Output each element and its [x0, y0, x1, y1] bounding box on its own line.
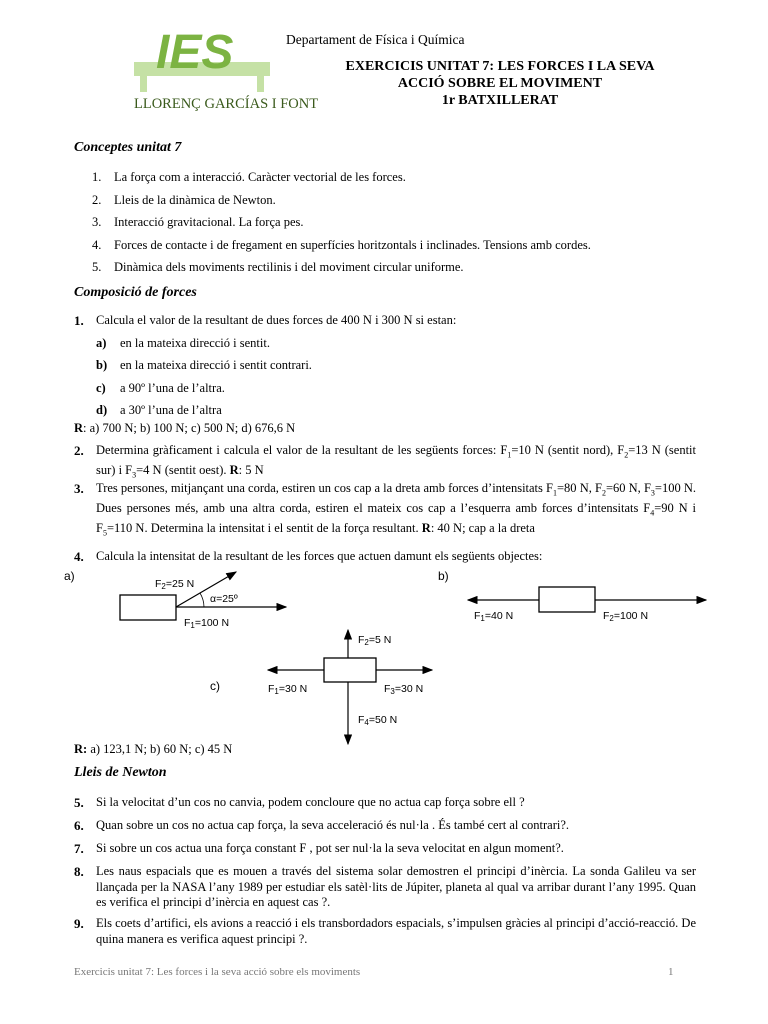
question-7: 7. Si sobre un cos actua una força constant F , pot ser nul·la la seva velocitat en algun moment?.: [74, 841, 564, 856]
diagram-b-f1-label: F1=40 N: [474, 610, 514, 623]
list-item: c) a 90º l’una de l’altra.: [96, 380, 225, 395]
question-4: 4. Calcula la intensitat de la resultant de les forces que actuen damunt els següents objectes:: [74, 549, 543, 564]
diagram-b-f2-label: F2=100 N: [603, 610, 649, 623]
question-1-answer: R: a) 700 N; b) 100 N; c) 500 N; d) 676,6 N: [74, 421, 296, 435]
force-diagrams: [64, 568, 744, 746]
section-composition: Composició de forces: [74, 285, 197, 300]
diagram-a-box: [120, 595, 176, 620]
list-item: 2. Lleis de la dinàmica de Newton.: [92, 192, 276, 207]
diagram-a-label: a): [64, 569, 75, 583]
question-9: 9. Els coets d’artifici, els avions a reacció i els transbordadors espacials, s’impulsen gràcies al principi d’acció-reacció. De quina manera es verifica aquest principi ?.: [74, 916, 696, 946]
diagram-a-f2-label: F2=25 N: [155, 578, 195, 591]
list-item: b) en la mateixa direcció i sentit contrari.: [96, 358, 312, 373]
question-4-answer: R: a) 123,1 N; b) 60 N; c) 45 N: [74, 742, 233, 756]
diagram-b-label: b): [438, 569, 449, 583]
list-item: 5. Dinàmica dels moviments rectilinis i del moviment circular uniforme.: [92, 260, 464, 275]
question-2: 2. Determina gràficament i calcula el valor de la resultant de les següents forces: $F_1=10$ N (sentit nord), $F_2=13$ N (sentit sur) i $F_3=4$ N (sentit oest). R: 5 N: [74, 443, 696, 480]
diagram-b-box: [539, 587, 595, 612]
section-concepts: Conceptes unitat 7: [74, 140, 182, 155]
logo-main-text: IES: [156, 26, 234, 79]
page-number: 1: [668, 966, 674, 978]
list-item: a) en la mateixa direcció i sentit.: [96, 336, 270, 350]
diagram-a-f1-label: F1=100 N: [184, 617, 230, 630]
diagram-c-f4-label: F4=50 N: [358, 714, 398, 727]
page-footer: Exercicis unitat 7: Les forces i la seva acció sobre els moviments: [74, 966, 361, 978]
diagram-a-angle-arc: [200, 593, 204, 607]
diagram-c-f1-label: F1=30 N: [268, 683, 308, 696]
department-name: Departament de Física i Química: [286, 32, 465, 47]
document-title: EXERCICIS UNITAT 7: LES FORCES I LA SEVA ACCIÓ SOBRE EL MOVIMENT 1r BATXILLERAT: [345, 59, 655, 108]
diagram-a-alpha-label: α=25º: [210, 593, 238, 605]
list-item: 4. Forces de contacte i de fregament en superfícies horitzontals i inclinades. Tensions amb cordes.: [92, 237, 591, 252]
question-1: 1. Calcula el valor de la resultant de dues forces de 400 N i 300 N si estan:: [74, 313, 457, 328]
list-item: 1. La força com a interacció. Caràcter vectorial de les forces.: [92, 170, 406, 184]
question-3: 3. Tres persones, mitjançant una corda, estiren un cos cap a la dreta amb forces d’intensitats $F_1=80$ N, $F_2=60$ N, $F_3=100$ N. Dues persones més, amb una altra corda, estiren el mateix cos cap a l’esquerra amb forces d’intensitats $F_4=90$ N i $F_5=110$ N. Determina la intensitat i el sentit de la força resultant. R: 40 N; cap a la dreta: [74, 481, 697, 538]
question-1-options: [96, 332, 312, 421]
list-item: d) a 30º l’una de l’altra: [96, 402, 222, 417]
school-logo: [128, 22, 319, 114]
question-5: 5. Si la velocitat d’un cos no canvia, podem concloure que no actua cap força sobre ell ?: [74, 795, 525, 810]
diagram-c-f3-label: F3=30 N: [384, 683, 424, 696]
section-newton: Lleis de Newton: [74, 765, 167, 780]
question-8: 8. Les naus espacials que es mouen a través del sistema solar demostren el principi d’inèrcia. La sonda Galileu va ser llançada per la NASA l’any 1989 per estudiar els satèl·lits de Júpiter, planeta al qual va arribar durant l’any 1995. Quan es verifica el principi d’inèrcia en aquest cas ?.: [74, 864, 696, 909]
concepts-list: [92, 166, 591, 279]
diagram-c-box: [324, 658, 376, 682]
question-6: 6. Quan sobre un cos no actua cap força, la seva acceleració és nul·la . És també cert al contrari?.: [74, 818, 570, 833]
list-item: 3. Interacció gravitacional. La força pes.: [92, 215, 304, 230]
diagram-c-f2-label: F2=5 N: [358, 634, 392, 647]
diagram-c-label: c): [210, 679, 220, 693]
logo-sub-text: LLORENÇ GARCÍAS I FONT: [134, 96, 319, 112]
